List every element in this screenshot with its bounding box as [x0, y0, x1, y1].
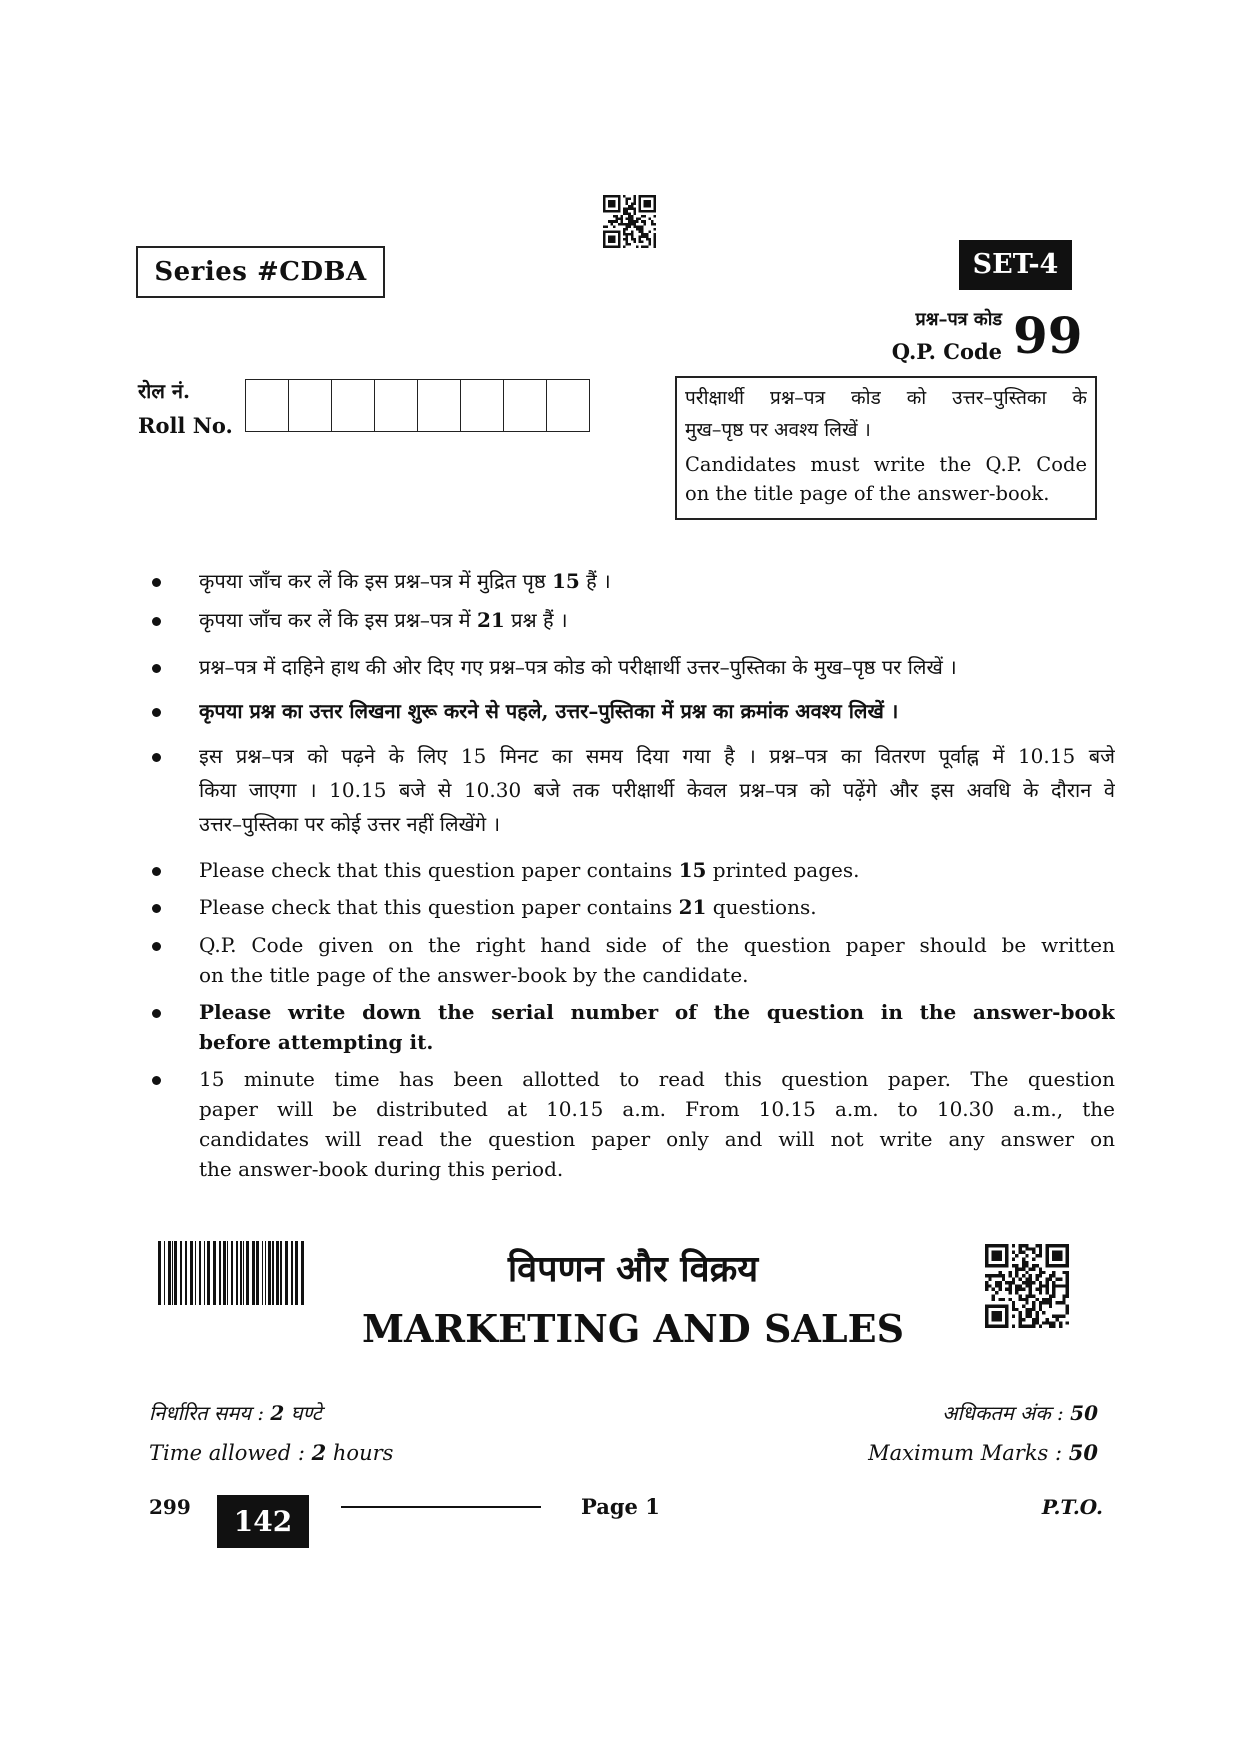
instruction-line: on the title page of the answer-book by the candidate. [199, 963, 749, 987]
instruction-hindi-serial-number [150, 694, 1115, 728]
paper-code: 299 [149, 1495, 191, 1519]
question-count: 21 [678, 895, 707, 919]
instruction-hindi-questions [150, 603, 1115, 637]
instruction-hindi-pages [150, 564, 1115, 598]
notice-line-hindi: परीक्षार्थी प्रश्न–पत्र कोड को उत्तर–पुस्तिका के [685, 387, 1087, 409]
paper-number-badge: 142 [217, 1495, 309, 1548]
instruction-line: कृपया प्रश्न का उत्तर लिखना शुरू करने से पहले, उत्तर–पुस्तिका में प्रश्न का क्रमांक अवश्य लिखें । [199, 699, 899, 723]
bullet [152, 904, 161, 913]
qr-code-icon [985, 1244, 1069, 1328]
instruction-text: Please check that this question paper contains [199, 895, 679, 919]
instruction-line [199, 855, 1115, 885]
instruction-text: हैं । [579, 569, 611, 593]
instruction-line [199, 564, 1115, 598]
marks-label: Maximum Marks : [868, 1441, 1069, 1465]
instruction-text: प्रश्न हैं । [504, 608, 568, 632]
instruction-qp-code [150, 930, 1115, 990]
roll-number-cell [547, 380, 589, 431]
bullet [152, 867, 161, 876]
qp-code-label: Q.P. Code [891, 339, 1002, 364]
instruction-text: कृपया जाँच कर लें कि इस प्रश्न–पत्र में [199, 608, 477, 632]
time-label: निर्धारित समय : [149, 1401, 271, 1425]
bullet [152, 942, 161, 951]
instruction-line: किया जाएगा । 10.15 बजे से 10.30 बजे तक परीक्षार्थी केवल प्रश्न–पत्र को पढ़ेंगे और इस अवधि के दौरान वे [199, 778, 1115, 802]
instruction-text: Please check that this question paper contains [199, 858, 679, 882]
instruction-serial-number [150, 997, 1115, 1057]
roll-number-cell [461, 380, 504, 431]
roll-number-cell [375, 380, 418, 431]
instruction-pages [150, 855, 1115, 885]
instruction-line [199, 603, 1115, 637]
bullet [152, 664, 161, 673]
bullet [152, 1009, 161, 1018]
instruction-questions [150, 892, 1115, 922]
maximum-marks-hindi [942, 1398, 1098, 1428]
instruction-line: इस प्रश्न–पत्र को पढ़ने के लिए 15 मिनट का समय दिया गया है । प्रश्न–पत्र का वितरण पूर्वाह्न में 10.15 बजे [199, 744, 1115, 768]
series-label: Series #CDBA [136, 246, 385, 298]
time-allowed [149, 1438, 393, 1468]
time-unit: hours [326, 1441, 394, 1465]
bullet [152, 708, 161, 717]
time-value: 2 [311, 1440, 327, 1465]
roll-number-cell [504, 380, 547, 431]
instruction-line: Q.P. Code given on the right hand side of the question paper should be written [199, 933, 1115, 957]
instruction-line: 15 minute time has been allotted to read this question paper. The question [199, 1067, 1115, 1091]
instruction-line: paper will be distributed at 10.15 a.m. From 10.15 a.m. to 10.30 a.m., the [199, 1097, 1115, 1121]
bullet [152, 1076, 161, 1085]
notice-line: Candidates must write the Q.P. Code [685, 453, 1087, 476]
instruction-hindi-reading-time [150, 739, 1115, 841]
instruction-line: the answer-book during this period. [199, 1157, 564, 1181]
marks-label: अधिकतम अंक : [942, 1401, 1071, 1425]
bullet [152, 753, 161, 762]
marks-value: 50 [1070, 1401, 1098, 1425]
instruction-hindi-qp-code [150, 650, 1115, 684]
roll-number-cell [332, 380, 375, 431]
page-number: Page 1 [581, 1494, 660, 1519]
page-count: 15 [551, 569, 580, 593]
notice-line-hindi: मुख–पृष्ठ पर अवश्य लिखें । [685, 419, 871, 441]
instruction-text: printed pages. [706, 858, 860, 882]
roll-number-cell [246, 380, 289, 431]
set-badge: SET-4 [959, 240, 1072, 290]
time-unit: घण्टे [284, 1401, 322, 1425]
instruction-line: candidates will read the question paper only and will not write any answer on [199, 1127, 1115, 1151]
marks-value: 50 [1068, 1440, 1098, 1465]
roll-number-cell [418, 380, 461, 431]
barcode-icon [158, 1241, 305, 1305]
please-turn-over: P.T.O. [1041, 1495, 1103, 1519]
qp-code-value: 99 [1013, 306, 1083, 365]
roll-number-label: Roll No. [138, 413, 233, 438]
roll-number-cell [289, 380, 332, 431]
bullet [152, 617, 161, 626]
maximum-marks [868, 1438, 1098, 1468]
instruction-reading-time [150, 1064, 1115, 1184]
footer-divider [341, 1506, 541, 1508]
instruction-text: questions. [706, 895, 817, 919]
qr-code-icon [603, 195, 656, 248]
subject-title: MARKETING AND SALES [361, 1306, 905, 1351]
notice-line: on the title page of the answer-book. [685, 482, 1050, 505]
roll-number-boxes [245, 379, 590, 432]
page-count: 15 [678, 858, 707, 882]
instruction-line [199, 892, 1115, 922]
instruction-line: प्रश्न–पत्र में दाहिने हाथ की ओर दिए गए प्रश्न–पत्र कोड को परीक्षार्थी उत्तर–पुस्तिका के मुख–पृष्ठ पर लिखें । [199, 655, 957, 679]
instruction-line: Please write down the serial number of the question in the answer-book [199, 1000, 1115, 1024]
instruction-line: before attempting it. [199, 1030, 434, 1054]
subject-title-hindi: विपणन और विक्रय [507, 1248, 759, 1290]
qp-code-label-hindi: प्रश्न–पत्र कोड [915, 309, 1002, 330]
bullet [152, 578, 161, 587]
instruction-line: उत्तर–पुस्तिका पर कोई उत्तर नहीं लिखेंगे । [199, 812, 501, 836]
qp-code-notice-box [675, 376, 1097, 520]
time-value: 2 [270, 1401, 285, 1425]
instruction-text: कृपया जाँच कर लें कि इस प्रश्न–पत्र में मुद्रित पृष्ठ [199, 569, 552, 593]
question-count: 21 [476, 608, 505, 632]
time-label: Time allowed : [149, 1441, 312, 1465]
time-allowed-hindi [149, 1398, 322, 1428]
roll-number-label-hindi: रोल नं. [138, 379, 190, 403]
